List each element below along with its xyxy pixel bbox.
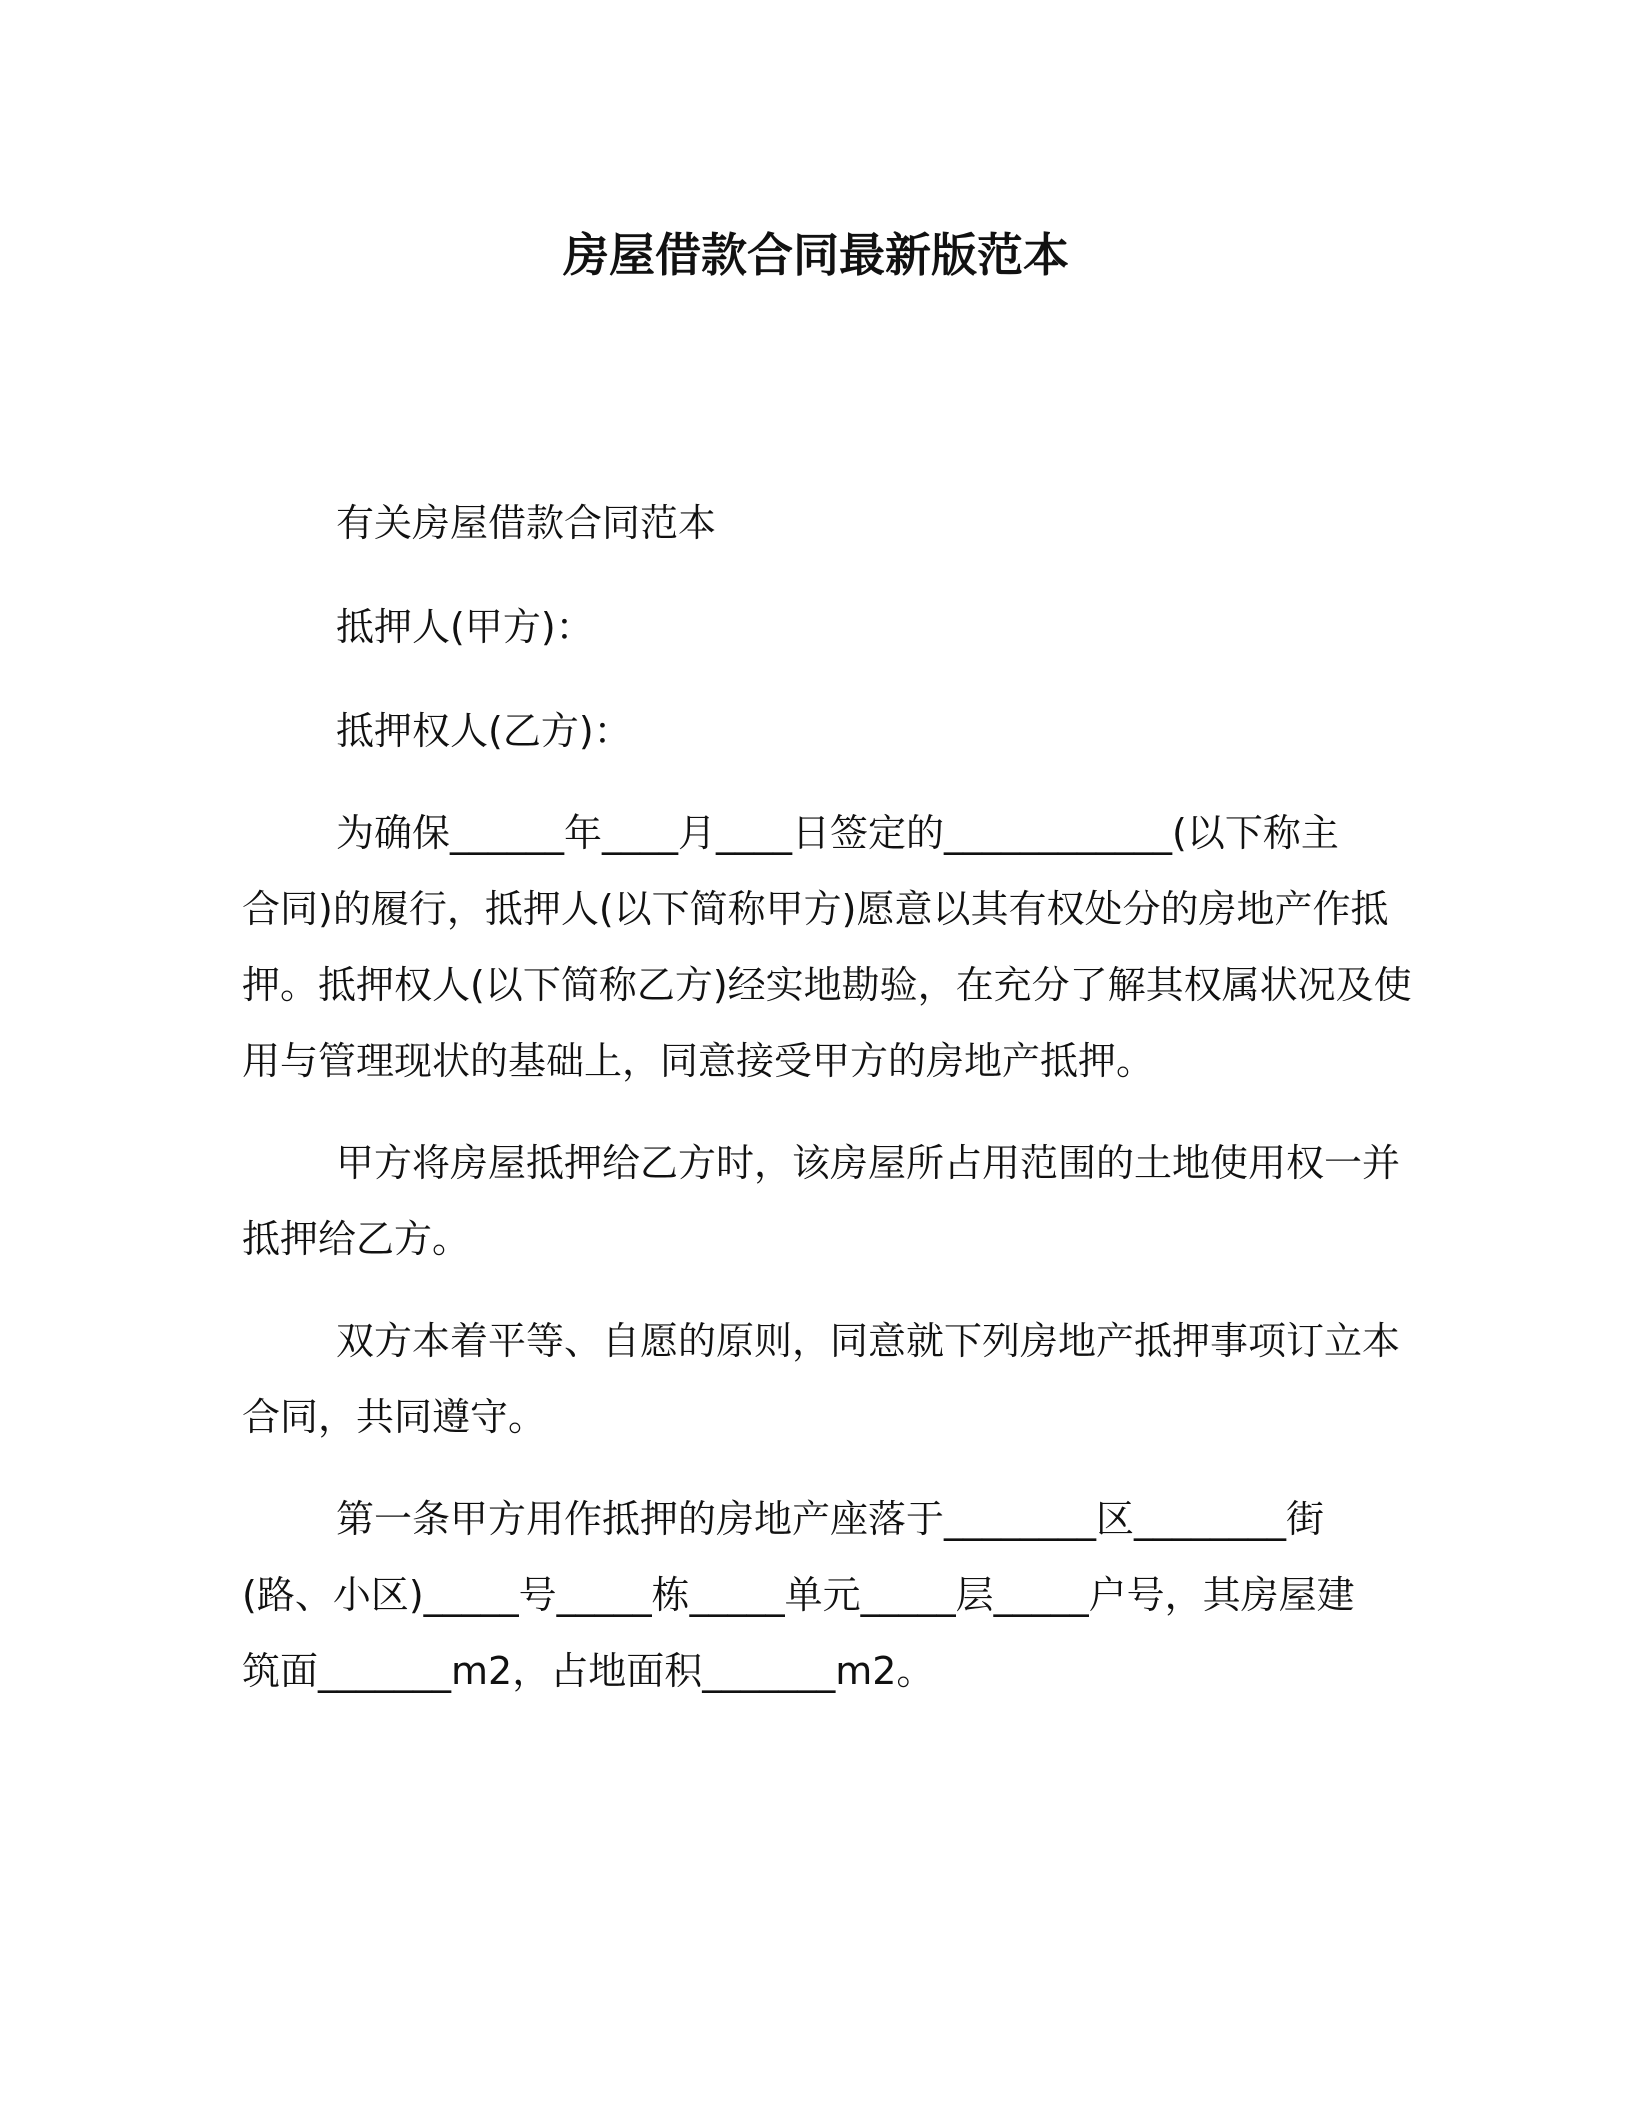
paragraph-3-line-1: 双方本着平等、自愿的原则，同意就下列房地产抵押事项订立本 <box>336 1319 1401 1363</box>
paragraph-4-line-3: 筑面_______m2，占地面积_______m2。 <box>242 1649 935 1693</box>
paragraph-4-line-1: 第一条甲方用作抵押的房地产座落于________区________街 <box>336 1497 1325 1541</box>
mortgagee-label: 抵押权人(乙方)： <box>336 709 632 753</box>
document-title: 房屋借款合同最新版范本 <box>563 228 1069 282</box>
contract-heading: 有关房屋借款合同范本 <box>336 501 717 545</box>
paragraph-2-line-1: 甲方将房屋抵押给乙方时，该房屋所占用范围的土地使用权一并 <box>336 1141 1401 1185</box>
paragraph-2-line-2: 抵押给乙方。 <box>242 1217 471 1261</box>
paragraph-1-line-3: 押。抵押权人(以下简称乙方)经实地勘验，在充分了解其权属状况及使 <box>242 963 1412 1007</box>
paragraph-4-line-2: (路、小区)_____号_____栋_____单元_____层_____户号，其房屋建 <box>242 1573 1355 1617</box>
paragraph-1-line-2: 合同)的履行，抵押人(以下简称甲方)愿意以其有权处分的房地产作抵 <box>242 887 1389 931</box>
paragraph-1-line-4: 用与管理现状的基础上，同意接受甲方的房地产抵押。 <box>242 1039 1155 1083</box>
paragraph-3-line-2: 合同，共同遵守。 <box>242 1395 547 1439</box>
paragraph-1-line-1: 为确保______年____月____日签定的____________(以下称主 <box>336 811 1339 855</box>
mortgagor-label: 抵押人(甲方)： <box>336 605 594 649</box>
